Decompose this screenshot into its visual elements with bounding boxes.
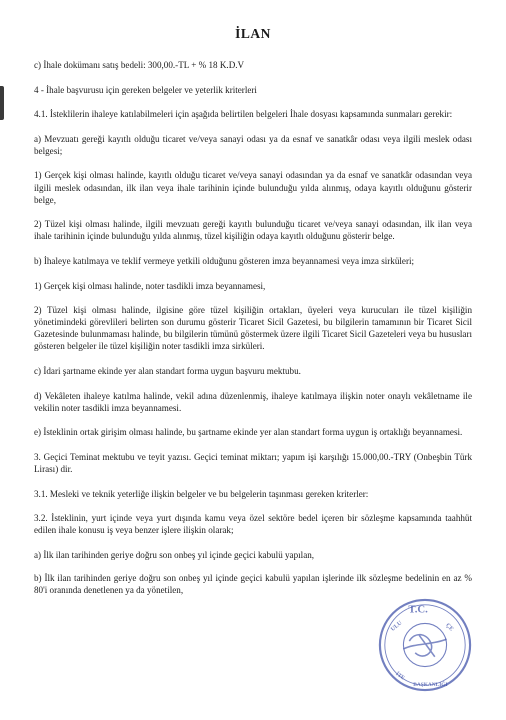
paragraph-section-4-heading: 4 - İhale başvurusu için gereken belgeler ve yeterlik kriterleri	[34, 84, 257, 95]
paragraph-3-2-experience: 3.2. İsteklinin, yurt içinde veya yurt dışında kamu veya özel sektöre bedel içeren bir sözleşme kapsamında taahhüt edilen ihale konusu iş veya benzer işlere ilişkin olarak;	[34, 513, 472, 536]
svg-text:ULU: ULU	[390, 620, 404, 633]
official-seal-stamp	[376, 596, 474, 694]
seal-lettering	[390, 604, 454, 689]
paragraph-b-signature-declaration: b) İhaleye katılmaya ve teklif vermeye yetkili olduğunu gösteren imza beyannamesi veya imza sirküleri;	[34, 255, 415, 266]
svg-text:BAŞKANLIĞI: BAŞKANLIĞI	[413, 682, 448, 689]
paragraph-c-application-letter: c) İdari şartname ekinde yer alan standart forma uygun başvuru mektubu.	[34, 366, 301, 376]
svg-text:ÇE: ÇE	[444, 622, 455, 633]
paragraph-d-power-of-attorney: d) Vekâleten ihaleye katılma halinde, vekil adına düzenlenmiş, ihaleye katılmaya ilişkin noter onaylı vekâletname ile vekilin noter tasdikli imza beyannamesi.	[34, 390, 472, 413]
paragraph-3-1-technical-criteria: 3.1. Mesleki ve teknik yeterliğe ilişkin belgeler ve bu belgelerin taşınması gereken kriterler:	[34, 488, 369, 499]
svg-text:T.C.: T.C.	[408, 603, 428, 616]
paragraph-a-chamber-certificate: a) Mevzuatı gereği kayıtlı olduğu ticaret ve/veya sanayi odası ya da esnaf ve sanatkâr odası veya ilgili meslek odası belgesi;	[34, 133, 472, 156]
document-title: İLAN	[235, 26, 271, 41]
paragraph-b-supervised-works: b) İlk ilan tarihinden geriye doğru son onbeş yıl içinde geçici kabulü yapılan işlerinde ilk sözleşme bedelinin en az % 80'i oranında denetlenen ya da yönetilen,	[34, 572, 472, 596]
paragraph-tender-doc-fee: c) İhale dokümanı satış bedeli: 300,00.-TL + % 18 K.D.V	[34, 60, 245, 70]
paragraph-a-2-legal-entity: 2) Tüzel kişi olması halinde, ilgili mevzuatı gereği kayıtlı bulunduğu ticaret ve/veya sanayi odasından, ilk ilan veya ihale tarihinin içinde bulunduğu yılda alınmış, tüzel kişiliğin odaya kayıtlı olduğunu gösterir belge.	[34, 219, 472, 242]
paragraph-b-1-real-person: 1) Gerçek kişi olması halinde, noter tasdikli imza beyannamesi,	[34, 280, 266, 291]
svg-text:İTE: İTE	[394, 671, 406, 682]
paragraph-a-provisional-acceptance: a) İlk ilan tarihinden geriye doğru son onbeş yıl içinde geçici kabulü yapılan,	[34, 549, 315, 560]
paragraph-e-joint-venture: e) İsteklinin ortak girişim olması halinde, bu şartname ekinde yer alan standart forma uygun iş ortaklığı beyannamesi.	[34, 427, 463, 438]
paragraph-4-1: 4.1. İsteklilerin ihaleye katılabilmeleri için aşağıda belirtilen belgeleri İhale dosyası kapsamında sunmaları gerekir:	[34, 109, 453, 120]
paragraph-b-2-legal-entity: 2) Tüzel kişi olması halinde, ilgisine göre tüzel kişiliğin ortakları, üyeleri veya kurucuları ile tüzel kişiliğin yönetimindeki görevlileri belirten son durumu gösterir Ticaret Sicil Gazetesi, bu bilgilerin tamamının bir Ticaret Sicil Gazetesinde bulunmaması halinde, bu bilgilerin tümünü göstermek üzere ilgili Ticaret Sicil Gazeteleri veya bu hususları gösteren belgeler ile tüzel kişiliğin noter tasdikli imza sirküleri.	[34, 305, 472, 352]
seal-emblem	[403, 635, 446, 657]
paragraph-a-1-real-person: 1) Gerçek kişi olması halinde, kayıtlı olduğu ticaret ve/veya sanayi odasından ya da esnaf ve sanatkâr odasından veya ilgili meslek odasından, ilk ilan veya ihale tarihinin içinde bulunduğu yılda alınmış, odaya kayıtlı olduğunu gösterir belge,	[34, 170, 472, 205]
paragraph-3-temporary-guarantee: 3. Geçici Teminat mektubu ve teyit yazısı. Geçici teminat miktarı; yapım işi karşılığı 15.000,00.-TRY (Onbeşbin Türk Lirası) dir.	[34, 451, 472, 474]
